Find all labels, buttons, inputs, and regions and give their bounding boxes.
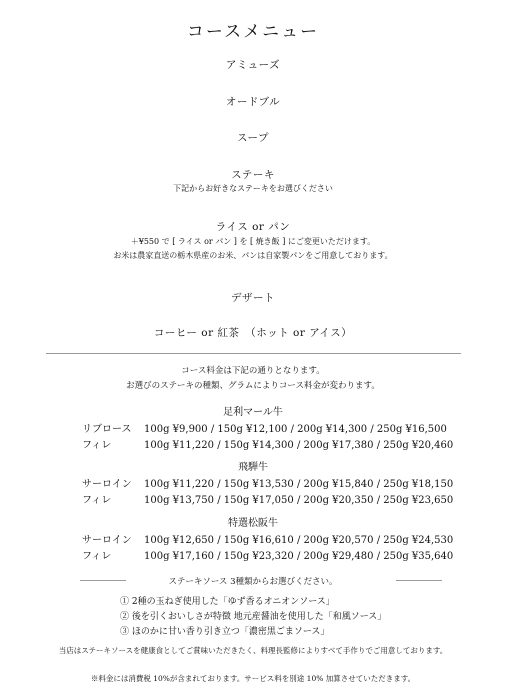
sauce-option: ② 後を引くおいしさが特徴 地元産醤油を使用した「和風ソース」 bbox=[120, 612, 387, 622]
course-rice-bread: ライス or パン bbox=[215, 221, 291, 233]
price-list: 100g ¥12,650 / 150g ¥16,610 / 200g ¥20,570 / 250g ¥24,530 bbox=[144, 535, 454, 546]
brand-name: 特選松阪牛 bbox=[228, 518, 278, 529]
cut-name: サーロイン bbox=[82, 535, 132, 546]
course-hors-doeuvre: オードブル bbox=[225, 96, 281, 108]
cut-name: サーロイン bbox=[82, 479, 132, 490]
cut-name: フィレ bbox=[82, 440, 112, 451]
course-drink: コーヒー or 紅茶 （ホット or アイス） bbox=[153, 327, 353, 339]
rice-note-upgrade: ＋¥550 で [ ライス or パン ] を [ 焼き飯 ] にご変更いただけます。 bbox=[130, 237, 376, 246]
rice-note-origin: お米は農家直送の栃木県産のお米、パンは自家製パンをご用意しております。 bbox=[113, 251, 393, 260]
price-list: 100g ¥9,900 / 150g ¥12,100 / 200g ¥14,300 / 250g ¥16,500 bbox=[144, 424, 447, 435]
price-list: 100g ¥11,220 / 150g ¥13,530 / 200g ¥15,840 / 250g ¥18,150 bbox=[144, 479, 454, 490]
course-steak: ステーキ bbox=[231, 169, 275, 181]
price-row bbox=[82, 547, 482, 562]
pricing-intro-line1: コース料金は下記の通りとなります。 bbox=[181, 366, 325, 376]
sauce-option: ① 2種の玉ねぎ使用した「ゆず香るオニオンソース」 bbox=[120, 597, 335, 607]
section-divider bbox=[46, 353, 461, 354]
sauce-divider-right bbox=[396, 580, 442, 581]
price-list: 100g ¥17,160 / 150g ¥23,320 / 200g ¥29,480 / 250g ¥35,640 bbox=[144, 551, 454, 562]
course-amuse: アミューズ bbox=[225, 59, 281, 71]
brand-name: 足利マール牛 bbox=[223, 407, 283, 418]
cut-name: リブロース bbox=[82, 424, 132, 435]
course-soup: スープ bbox=[237, 132, 269, 144]
price-row bbox=[82, 475, 482, 490]
tax-service-note: ※料金には消費税 10%が含まれております。サービス料を別途 10% 加算させていただきます。 bbox=[90, 674, 416, 683]
cut-name: フィレ bbox=[82, 551, 112, 562]
price-list: 100g ¥11,220 / 150g ¥14,300 / 200g ¥17,380 / 250g ¥20,460 bbox=[144, 440, 454, 451]
price-row bbox=[82, 491, 482, 506]
price-row bbox=[82, 420, 482, 435]
handmade-note: 当店はステーキソースを健康食としてご賞味いただきたく、料理長監修によりすべて手作りでご用意しております。 bbox=[58, 646, 448, 655]
page-title: コースメニュー bbox=[186, 22, 320, 42]
sauce-option: ③ ほのかに甘い香り引き立つ「濃密黒ごまソース」 bbox=[120, 627, 330, 637]
pricing-intro-line2: お選びのステーキの種類、グラムによりコース料金が変わります。 bbox=[126, 381, 380, 391]
sauce-heading: ステーキソース 3種類からお選びください。 bbox=[168, 577, 338, 587]
cut-name: フィレ bbox=[82, 495, 112, 506]
steak-note: 下記からお好きなステーキをお選びください bbox=[173, 184, 333, 193]
course-dessert: デザート bbox=[231, 292, 275, 304]
price-row bbox=[82, 436, 482, 451]
brand-name: 飛騨牛 bbox=[238, 462, 268, 473]
price-list: 100g ¥13,750 / 150g ¥17,050 / 200g ¥20,350 / 250g ¥23,650 bbox=[144, 495, 454, 506]
price-row bbox=[82, 531, 482, 546]
